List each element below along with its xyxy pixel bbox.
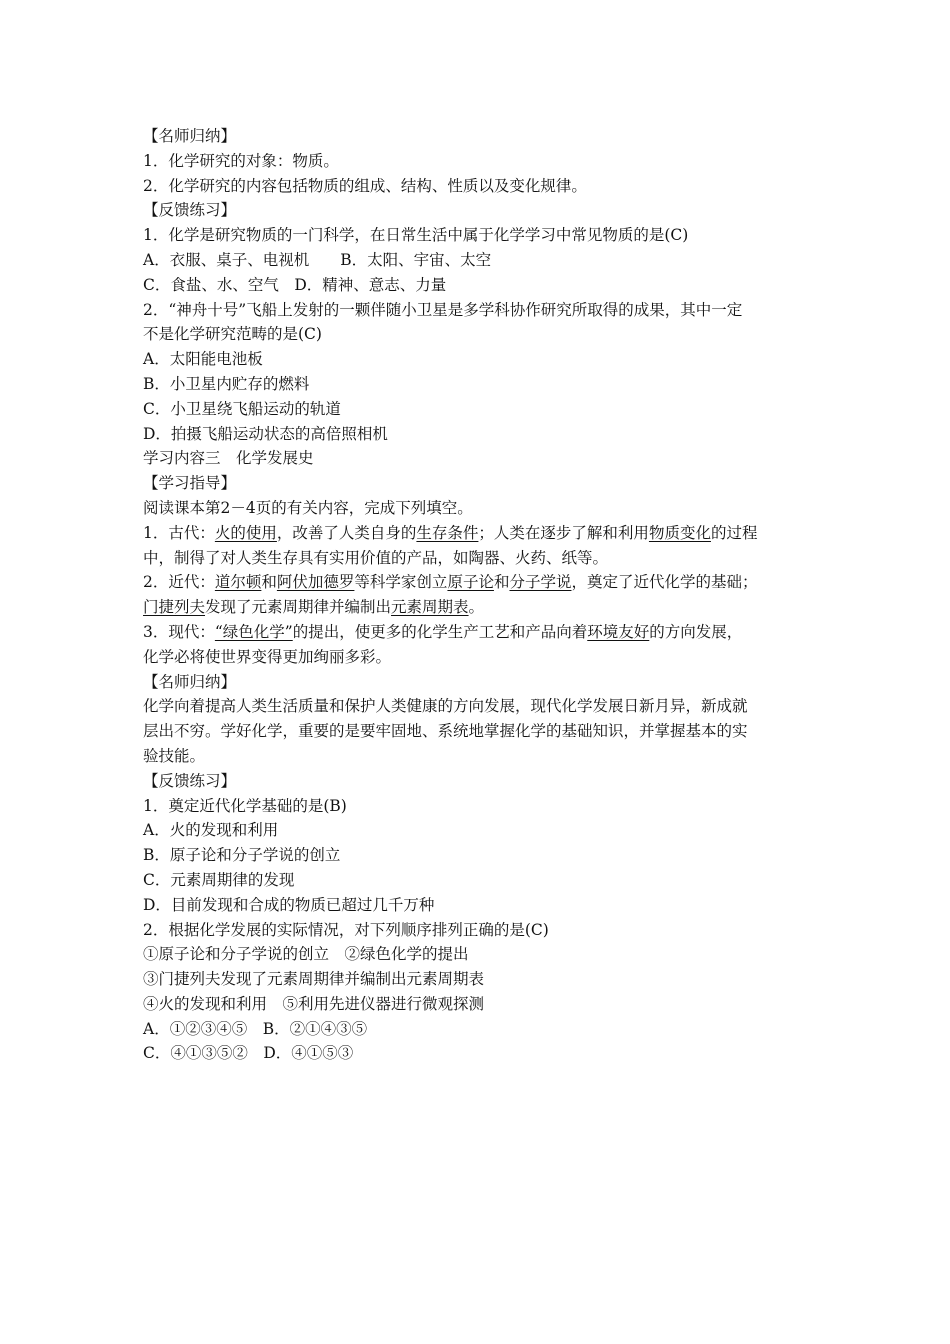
text: 发现了元素周期律并编制出 bbox=[205, 598, 392, 617]
text: 等科学家创立 bbox=[354, 573, 448, 592]
fill-in-answer: 物质变化 bbox=[648, 523, 711, 542]
summary-line-1: 化学向着提高人类生活质量和保护人类健康的方向发展，现代化学发展日新月异，新成就 bbox=[143, 697, 748, 716]
text: 。 bbox=[468, 598, 485, 617]
fill-in-answer: 元素周期表 bbox=[391, 598, 469, 617]
question-1: 1．奠定近代化学基础的是(B) bbox=[143, 796, 347, 815]
summary-heading: 【名师归纳】 bbox=[143, 127, 237, 145]
question-1-options-ab: A．衣服、桌子、电视机 B．太阳、宇宙、太空 bbox=[143, 250, 492, 269]
summary-line-2: 层出不穷。学好化学，重要的是要牢固地、系统地掌握化学的基础知识，并掌握基本的实 bbox=[143, 722, 748, 741]
question-1-option-b: B．原子论和分子学说的创立 bbox=[143, 846, 341, 865]
guide-heading: 【学习指导】 bbox=[143, 474, 237, 493]
text: 的方向发展， bbox=[649, 622, 743, 641]
text: 3．现代： bbox=[143, 622, 215, 641]
question-2-option-b: B．小卫星内贮存的燃料 bbox=[143, 374, 310, 393]
question-2-options-ab: A．①②③④⑤ B．②①④③⑤ bbox=[143, 1019, 368, 1038]
contemporary-line-1 bbox=[143, 620, 823, 645]
section-3-title: 学习内容三 化学发展史 bbox=[143, 449, 314, 468]
text: 和 bbox=[261, 573, 277, 592]
question-2-option-a: A．太阳能电池板 bbox=[143, 350, 263, 369]
question-2-items-1: ①原子论和分子学说的创立 ②绿色化学的提出 bbox=[143, 945, 469, 964]
question-1-option-c: C．元素周期律的发现 bbox=[143, 870, 295, 889]
text: 2．近代： bbox=[143, 573, 215, 592]
fill-in-answer: 火的使用 bbox=[214, 523, 277, 542]
fill-in-answer: 环境友好 bbox=[587, 622, 650, 641]
summary-line-3: 验技能。 bbox=[143, 746, 206, 765]
text: 和 bbox=[493, 573, 510, 592]
summary-point-1: 1．化学研究的对象：物质。 bbox=[143, 151, 339, 170]
text: ；人类在逐步了解和利用 bbox=[478, 523, 649, 542]
question-2-items-3: ④火的发现和利用 ⑤利用先进仪器进行微观探测 bbox=[143, 994, 485, 1013]
document-page bbox=[143, 124, 823, 1066]
question-1-option-d: D．目前发现和合成的物质已超过几千万种 bbox=[143, 895, 435, 914]
question-2-option-c: C．小卫星绕飞船运动的轨道 bbox=[143, 399, 341, 418]
question-1-option-a: A．火的发现和利用 bbox=[143, 821, 279, 840]
practice-heading: 【反馈练习】 bbox=[143, 201, 237, 220]
question-2-line-1: 2．“神舟十号”飞船上发射的一颗伴随小卫星是多学科协作研究所取得的成果，其中一定 bbox=[143, 300, 743, 319]
text: ，奠定了近代化学的基础； bbox=[571, 573, 758, 592]
text: 的提出，使更多的化学生产工艺和产品向着 bbox=[292, 622, 588, 641]
question-2-option-d: D．拍摄飞船运动状态的高倍照相机 bbox=[143, 424, 388, 443]
ancient-line-2: 中，制得了对人类生存具有实用价值的产品，如陶器、火药、纸等。 bbox=[143, 548, 609, 567]
fill-in-answer: 生存条件 bbox=[416, 523, 479, 542]
fill-in-answer: 道尔顿 bbox=[214, 573, 262, 592]
guide-intro: 阅读课本第2－4页的有关内容，完成下列填空。 bbox=[143, 498, 473, 517]
fill-in-answer: 分子学说 bbox=[509, 573, 572, 592]
summary-point-2: 2．化学研究的内容包括物质的组成、结构、性质以及变化规律。 bbox=[143, 176, 587, 195]
question-1-options-cd: C．食盐、水、空气 D．精神、意志、力量 bbox=[143, 275, 447, 294]
fill-in-answer: 门捷列夫 bbox=[143, 598, 206, 617]
text: 的过程 bbox=[710, 523, 758, 542]
text: 1．古代： bbox=[143, 523, 215, 542]
question-2-line-2: 不是化学研究范畴的是(C) bbox=[143, 325, 322, 344]
modern-era-line-1 bbox=[143, 570, 823, 595]
fill-in-answer: “绿色化学” bbox=[214, 622, 293, 641]
practice-heading: 【反馈练习】 bbox=[143, 771, 237, 790]
text: ，改善了人类自身的 bbox=[276, 523, 417, 542]
question-2-options-cd: C．④①③⑤② D．④①⑤③ bbox=[143, 1044, 354, 1063]
ancient-line-1 bbox=[143, 521, 823, 546]
question-2-items-2: ③门捷列夫发现了元素周期律并编制出元素周期表 bbox=[143, 970, 485, 989]
contemporary-line-2: 化学必将使世界变得更加绚丽多彩。 bbox=[143, 647, 392, 666]
question-1: 1．化学是研究物质的一门科学，在日常生活中属于化学学习中常见物质的是(C) bbox=[143, 226, 689, 245]
modern-era-line-2 bbox=[143, 595, 823, 620]
summary-heading: 【名师归纳】 bbox=[143, 672, 237, 691]
fill-in-answer: 原子论 bbox=[447, 573, 494, 592]
fill-in-answer: 阿伏加德罗 bbox=[276, 573, 355, 592]
question-2: 2．根据化学发展的实际情况，对下列顺序排列正确的是(C) bbox=[143, 920, 549, 939]
